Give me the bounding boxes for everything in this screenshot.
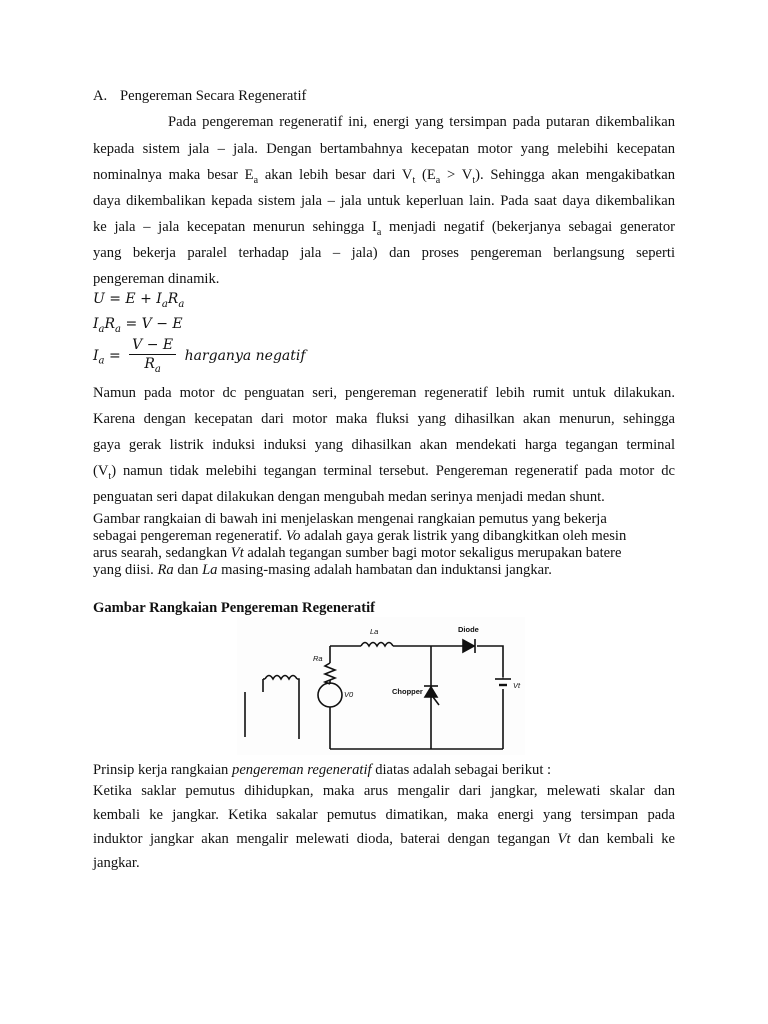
- label-diode: Diode: [458, 625, 479, 634]
- label-la: La: [370, 627, 379, 636]
- para4-line: Ketika saklar pemutus dihidupkan, maka arus mengalir dari jangkar, melewati skalar dan: [93, 783, 675, 799]
- para4-line: jangkar.: [93, 855, 140, 871]
- section-title: Pengereman Secara Regeneratif: [120, 88, 307, 104]
- section-number: A.: [93, 88, 108, 104]
- label-ra: Ra: [313, 654, 323, 663]
- para1-line: daya dikembalikan kepada sistem jala – jala untuk keperluan lain. Pada saat daya dikembalikan: [93, 193, 675, 209]
- para1-line: yang bekerja paralel terhadap jala – jala) dan proses pengereman berlangsung seperti: [93, 245, 675, 261]
- para2-line: Namun pada motor dc penguatan seri, pengereman regeneratif lebih rumit untuk dilakukan.: [93, 385, 675, 401]
- para1-line: ke jala – jala kecepatan menurun sehingga $I_a$ menjadi negatif (bekerjanya sebagai generator: [93, 219, 676, 238]
- para1-line: pengereman dinamik.: [93, 271, 220, 287]
- para3-line: Gambar rangkaian di bawah ini menjelaskan mengenai rangkaian pemutus yang bekerja: [93, 511, 607, 527]
- para2-line: $(V_t)$ namun tidak melebihi tegangan terminal tersebut. Pengereman regeneratif pada motor dc: [93, 463, 675, 482]
- para1-line: kepada sistem jala – jala. Dengan bertambahnya kecepatan motor yang melebihi kecepatan: [93, 141, 675, 157]
- label-chopper: Chopper: [392, 687, 423, 696]
- para3-line: yang diisi. Ra dan La masing-masing adalah hambatan dan induktansi jangkar.: [93, 562, 552, 578]
- label-vt: Vt: [513, 681, 521, 690]
- equation-2: $I_aR_a = V - E$: [93, 316, 183, 335]
- para2-line: Karena dengan kecepatan dari motor maka fluksi yang dihasilkan akan menurun, sehingga: [93, 411, 675, 427]
- para4-line: kembali ke jangkar. Ketika sakalar pemutus dimatikan, maka energi yang tersimpan pada: [93, 807, 675, 823]
- para1-line: Pada pengereman regeneratif ini, energi yang tersimpan pada putaran dikembalikan: [168, 114, 675, 130]
- fraction: $\frac{V - E}{R_a}$: [129, 337, 176, 375]
- equation-1: $U = E + I_aR_a$: [93, 291, 185, 310]
- para4-line: induktor jangkar akan mengalir melewati dioda, baterai dengan tegangan Vt dan kembali ke: [93, 831, 675, 847]
- para3-line: arus searah, sedangkan Vt adalah tegangan sumber bagi motor sekaligus merupakan batere: [93, 545, 622, 561]
- para2-line: penguatan seri dapat dilakukan dengan mengubah medan serinya menjadi medan shunt.: [93, 489, 605, 505]
- section-heading: [93, 88, 306, 105]
- figure-caption: Gambar Rangkaian Pengereman Regeneratif: [93, 600, 375, 616]
- label-vo: V0: [344, 690, 354, 699]
- para1-line: nominalnya maka besar $E_a$ akan lebih besar dari $V_t$ $(E_a > V_t)$. Sehingga akan mengakibatkan: [93, 167, 675, 186]
- para4-line: Prinsip kerja rangkaian pengereman regeneratif diatas adalah sebagai berikut :: [93, 762, 552, 778]
- para2-line: gaya gerak listrik induksi induksi yang dihasilkan akan mendekati harga tegangan terminal: [93, 437, 675, 453]
- equation-3: $I_a$ = $\frac{V - E}{R_a}$ harganya negatif: [93, 337, 306, 375]
- equation-note: harganya negatif: [184, 347, 306, 364]
- regenerative-braking-circuit: [237, 617, 525, 755]
- para3-line: sebagai pengereman regeneratif. Vo adalah gaya gerak listrik yang dibangkitkan oleh mesin: [93, 528, 627, 544]
